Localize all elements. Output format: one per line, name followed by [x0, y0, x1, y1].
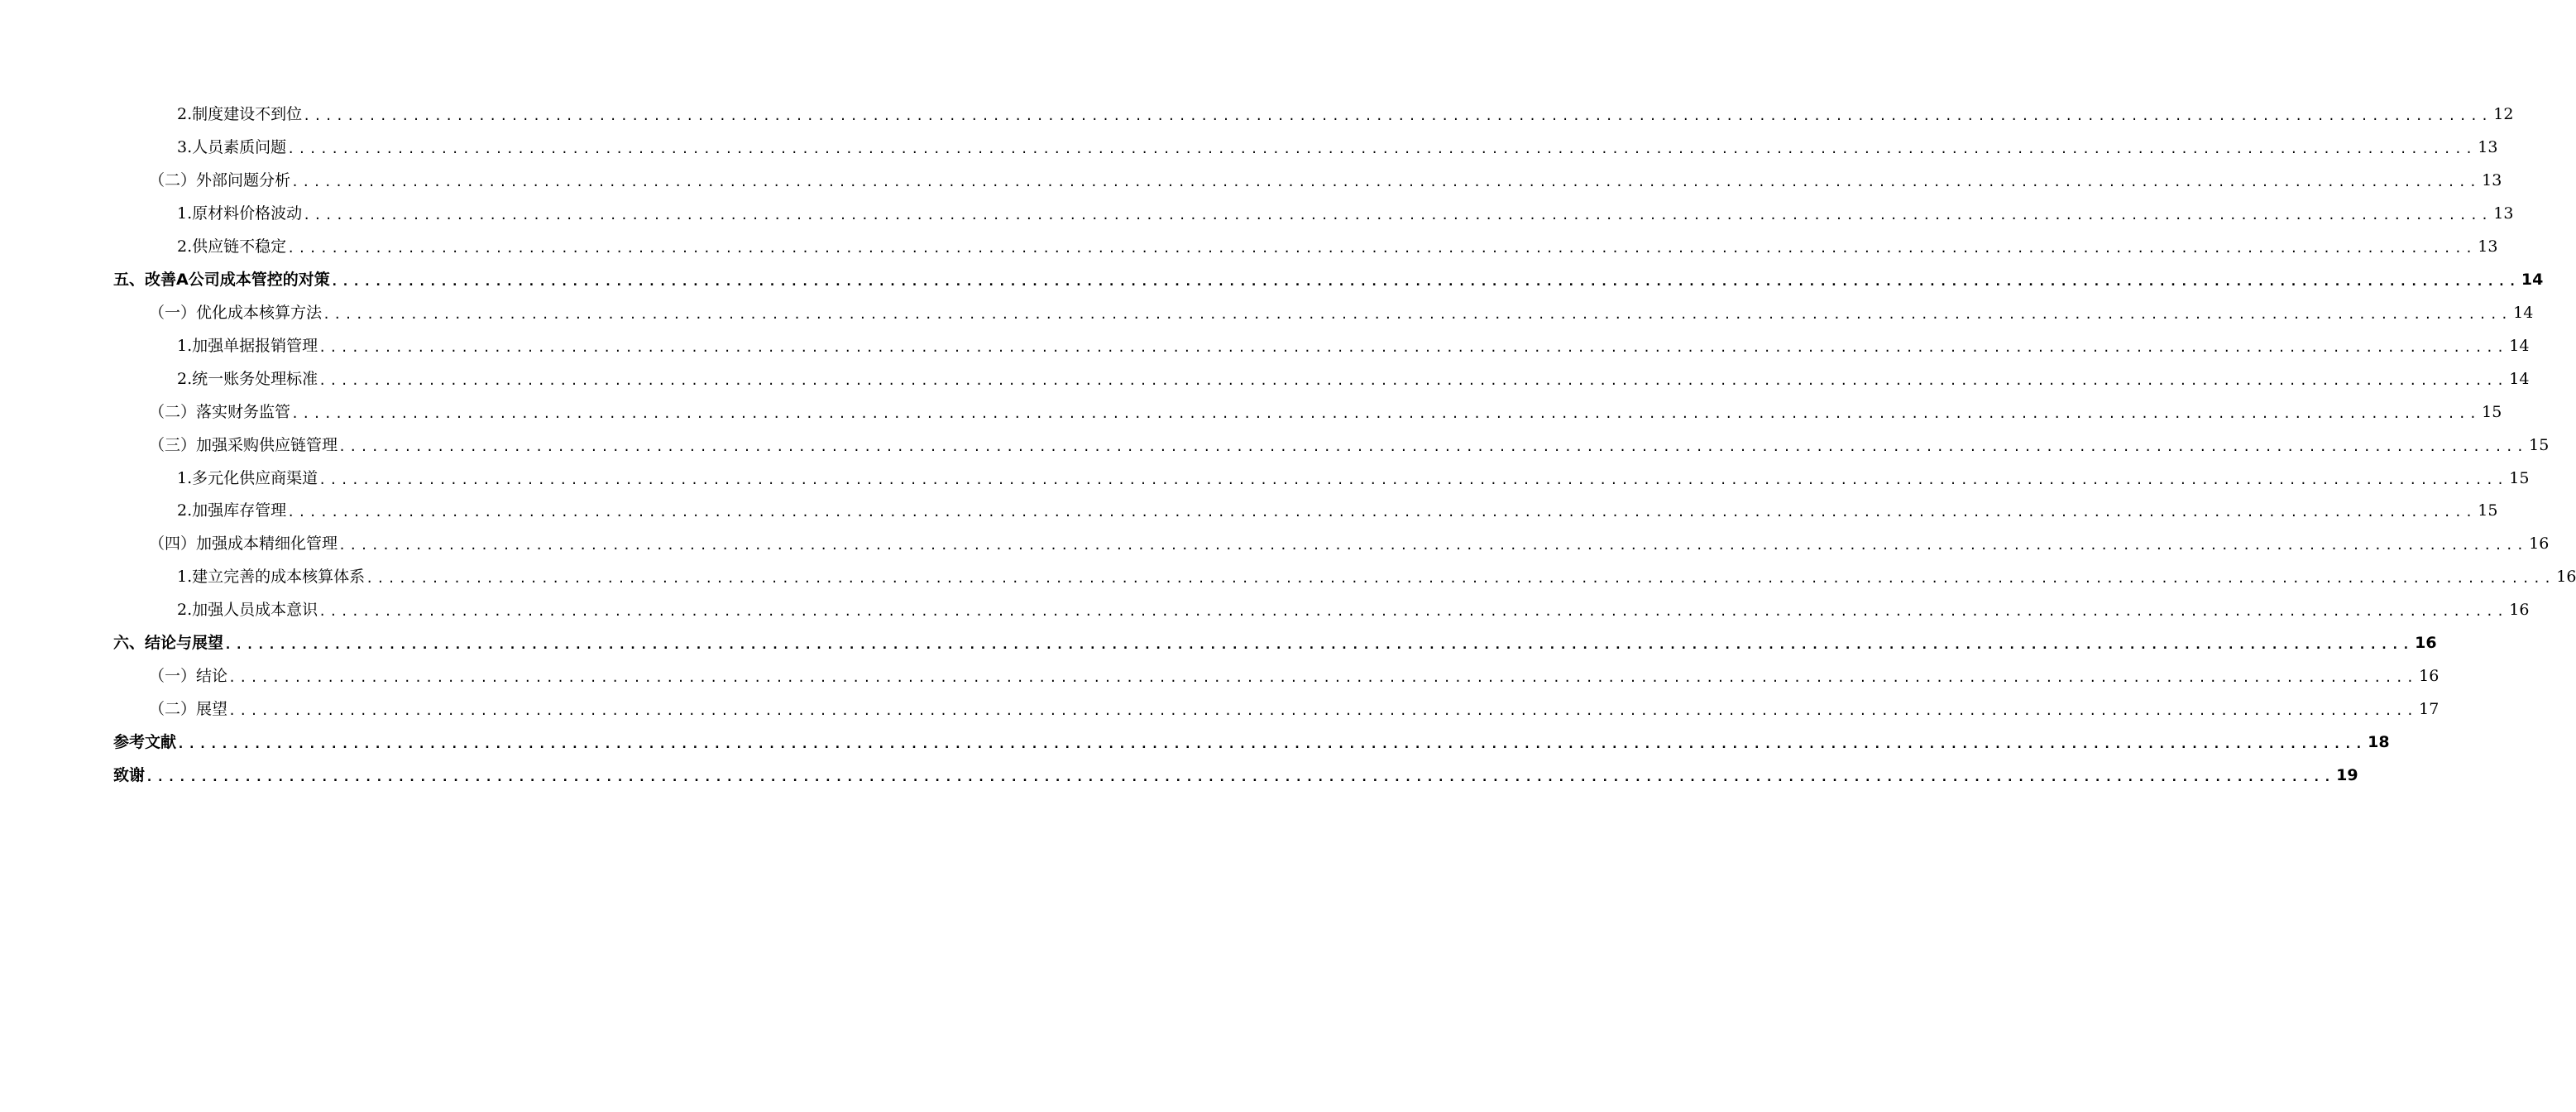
toc-page-number: 17	[2419, 700, 2440, 718]
toc-entry-title: （二）落实财务监管	[149, 403, 291, 421]
toc-entry-title: 2.加强库存管理	[177, 501, 287, 520]
toc-entry-title: 1.多元化供应商渠道	[177, 469, 318, 487]
toc-entry-title: 致谢	[113, 766, 146, 784]
toc-entry[interactable]	[0, 430, 2550, 455]
toc-page-number: 14	[2521, 271, 2544, 289]
toc-page-number: 16	[2509, 601, 2530, 619]
toc-page-number: 18	[2368, 733, 2390, 751]
toc-entry[interactable]	[0, 661, 2440, 686]
toc-entry[interactable]	[0, 694, 2440, 719]
toc-page-number: 14	[2509, 370, 2530, 388]
toc-dot-leader: ........................................................................................................................................................................................................	[338, 439, 2528, 454]
toc-dot-leader: ........................................................................................................................................................................................................	[287, 505, 2477, 520]
toc-entry-title: 2.加强人员成本意识	[177, 601, 318, 619]
toc-entry-title: 2.制度建设不到位	[177, 105, 303, 123]
toc-entry[interactable]	[0, 165, 2502, 190]
toc-dot-leader: ........................................................................................................................................................................................................	[287, 141, 2477, 156]
toc-entry-title: 2.供应链不稳定	[177, 237, 287, 256]
toc-entry-title: 六、结论与展望	[113, 634, 224, 652]
toc-entry-title: 3.人员素质问题	[177, 138, 287, 156]
toc-dot-leader: ........................................................................................................................................................................................................	[287, 241, 2477, 256]
toc-page-number: 16	[2419, 667, 2440, 685]
toc-dot-leader: ........................................................................................................................................................................................................	[318, 373, 2508, 388]
toc-page-number: 16	[2529, 534, 2550, 553]
toc-dot-leader: ........................................................................................................................................................................................................	[303, 208, 2492, 223]
toc-page-number: 15	[2482, 403, 2502, 421]
toc-entry-title: （三）加强采购供应链管理	[149, 436, 338, 454]
toc-entry-title: 1.原材料价格波动	[177, 204, 303, 223]
toc-entry[interactable]	[0, 99, 2514, 124]
toc-entry[interactable]	[0, 463, 2530, 488]
toc-entry[interactable]	[0, 265, 2544, 290]
toc-dot-leader: ........................................................................................................................................................................................................	[338, 538, 2528, 553]
toc-entry[interactable]	[0, 595, 2530, 620]
toc-page-number: 15	[2509, 469, 2530, 487]
toc-entry[interactable]	[0, 364, 2530, 389]
toc-dot-leader: ........................................................................................................................................................................................................	[146, 769, 2335, 784]
toc-dot-leader: ........................................................................................................................................................................................................	[224, 637, 2414, 652]
toc-dot-leader: ........................................................................................................................................................................................................	[303, 108, 2492, 123]
toc-dot-leader: ........................................................................................................................................................................................................	[291, 175, 2481, 189]
toc-entry[interactable]	[0, 628, 2437, 653]
toc-entry[interactable]	[0, 232, 2498, 256]
toc-dot-leader: ........................................................................................................................................................................................................	[318, 604, 2508, 619]
toc-page-number: 14	[2509, 337, 2530, 355]
toc-page-number: 13	[2478, 237, 2498, 256]
toc-entry[interactable]	[0, 727, 2390, 752]
toc-dot-leader: ........................................................................................................................................................................................................	[318, 340, 2508, 355]
toc-entry-title: （二）外部问题分析	[149, 171, 291, 189]
toc-page-number: 13	[2493, 204, 2514, 223]
toc-entry-title: （一）结论	[149, 667, 228, 685]
toc-page-number: 15	[2529, 436, 2550, 454]
toc-entry-title: （二）展望	[149, 700, 228, 718]
toc-entry[interactable]	[0, 496, 2498, 520]
toc-dot-leader: ........................................................................................................................................................................................................	[228, 670, 2418, 685]
toc-entry[interactable]	[0, 760, 2358, 785]
toc-entry-title: 1.加强单据报销管理	[177, 337, 318, 355]
toc-dot-leader: ........................................................................................................................................................................................................	[330, 274, 2520, 289]
toc-page-number: 16	[2556, 568, 2576, 586]
toc-dot-leader: ........................................................................................................................................................................................................	[323, 307, 2512, 322]
toc-entry[interactable]	[0, 529, 2550, 554]
toc-entry[interactable]	[0, 298, 2534, 323]
toc-entry-title: （一）优化成本核算方法	[149, 304, 323, 322]
toc-dot-leader: ........................................................................................................................................................................................................	[366, 571, 2555, 586]
toc-page-number: 15	[2478, 501, 2498, 520]
toc-page-number: 12	[2493, 105, 2514, 123]
toc-entry[interactable]	[0, 397, 2502, 422]
toc-page-number: 19	[2336, 766, 2358, 784]
toc-page-number: 13	[2482, 171, 2502, 189]
toc-entry-title: 五、改善A公司成本管控的对策	[113, 271, 330, 289]
toc-entry-title: 参考文献	[113, 733, 177, 751]
toc-entry-title: 1.建立完善的成本核算体系	[177, 568, 366, 586]
toc-entry-title: 2.统一账务处理标准	[177, 370, 318, 388]
toc-entry[interactable]	[0, 331, 2530, 356]
toc-entry-title: （四）加强成本精细化管理	[149, 534, 338, 553]
toc-page-number: 14	[2513, 304, 2534, 322]
toc-page-number: 13	[2478, 138, 2498, 156]
toc-entry[interactable]	[0, 132, 2498, 157]
toc-dot-leader: ........................................................................................................................................................................................................	[177, 736, 2367, 751]
toc-dot-leader: ........................................................................................................................................................................................................	[228, 703, 2418, 718]
toc-entry[interactable]	[0, 562, 2576, 587]
toc-page-number: 16	[2415, 634, 2437, 652]
toc-entry[interactable]	[0, 199, 2514, 223]
toc-dot-leader: ........................................................................................................................................................................................................	[318, 472, 2508, 487]
toc-dot-leader: ........................................................................................................................................................................................................	[291, 406, 2481, 421]
